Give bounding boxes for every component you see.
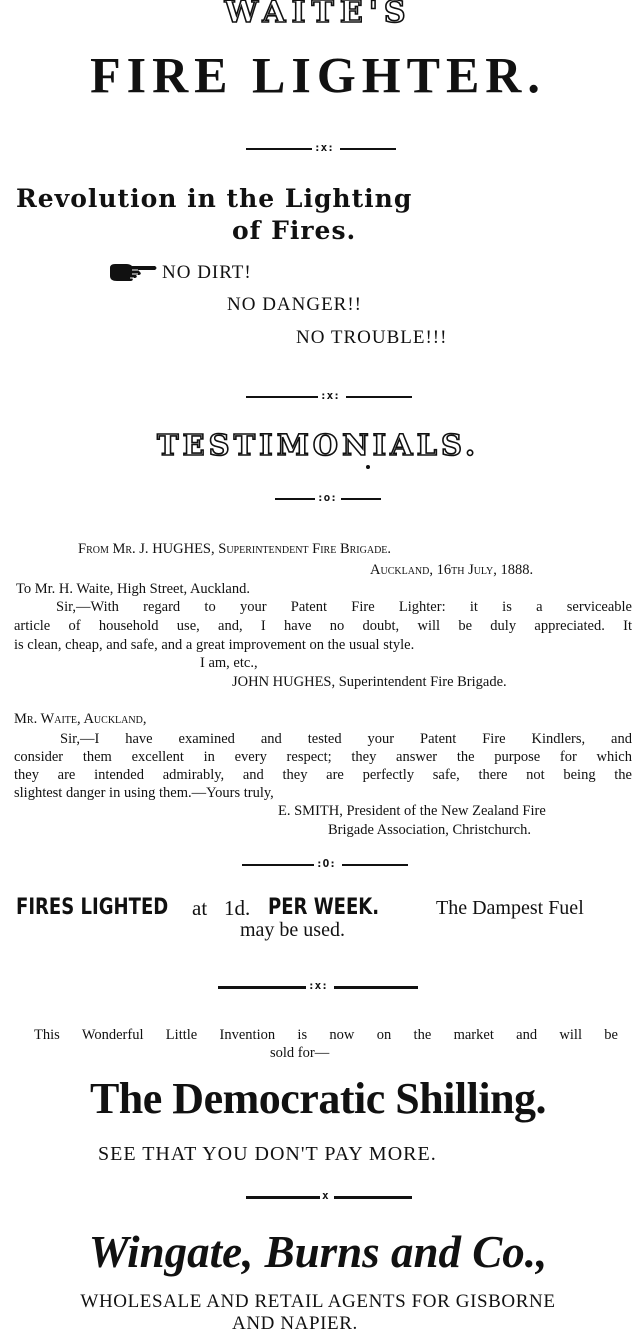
testimonial1-body-3: is clean, cheap, and safe, and a great improvement on the usual style. (14, 637, 415, 653)
per-week: PER WEEK. (268, 895, 380, 920)
separator: :x: (246, 142, 396, 154)
pricing-at: at (192, 896, 208, 920)
brand-title: WAITE'S (224, 0, 412, 30)
pointing-hand-icon (108, 262, 158, 284)
pricing-continuation: may be used. (240, 919, 345, 941)
product-title: FIRE LIGHTER. (90, 46, 546, 104)
testimonial2-body-2: consider them excellent in every respect; they answer the purpose for which (14, 749, 632, 765)
fires-lighted: FIRES LIGHTED (16, 895, 169, 920)
separator: :x: (246, 390, 412, 402)
from-name: HUGHES, (152, 541, 215, 557)
testimonial1-from (78, 541, 391, 558)
dampest-fuel: The Dampest Fuel (436, 897, 584, 919)
testimonial2-to: Mr. Waite, Auckland, (14, 711, 147, 727)
warning: SEE THAT YOU DON'T PAY MORE. (98, 1143, 437, 1165)
testimonial2-body-4: slightest danger in using them.—Yours truly, (14, 785, 274, 801)
claim-no-dirt: NO DIRT! (162, 262, 252, 283)
pricing-amount: 1d. (224, 896, 251, 920)
testimonial1-closing: I am, etc., (200, 655, 258, 671)
claim-no-danger: NO DANGER!! (227, 294, 363, 315)
agents-name: Wingate, Burns and Co., (88, 1227, 548, 1277)
separator: :x: (218, 980, 418, 992)
testimonial1-body-2: article of household use, and, I have no doubt, will be duly appreciated. It (14, 618, 632, 634)
testimonial1-to: To Mr. H. Waite, High Street, Auckland. (16, 581, 250, 597)
testimonial2-body-1: Sir,—I have examined and tested your Patent Fire Kindlers, and (60, 731, 632, 747)
testimonials-heading: TESTIMONIALS. (156, 428, 480, 462)
separator: :O: (242, 858, 408, 870)
testimonial1-body-1: Sir,—With regard to your Patent Fire Lighter: it is a serviceable (56, 599, 632, 615)
testimonial2-signature-2: Brigade Association, Christchurch. (328, 822, 531, 838)
testimonial2-body-3: they are intended admirably, and they are perfectly safe, there not being the (14, 767, 632, 783)
headline-line1: Revolution in the Lighting (16, 184, 413, 213)
from-prefix: From Mr. J. (78, 541, 149, 557)
testimonial1-place-date: Auckland, 16th July, 1888. (370, 562, 534, 578)
headline-line2: of Fires. (232, 216, 357, 245)
testimonial2-signature-1: E. SMITH, President of the New Zealand Fire (278, 803, 546, 819)
market-line2: sold for— (270, 1045, 330, 1061)
separator: :o: (275, 492, 381, 504)
separator: x (246, 1190, 412, 1202)
from-title: Superintendent Fire Brigade. (218, 541, 392, 557)
market-line1: This Wonderful Little Invention is now on the market and will be (34, 1027, 618, 1043)
testimonial1-signature: JOHN HUGHES, Superintendent Fire Brigade. (232, 674, 507, 690)
ink-dot (366, 465, 370, 469)
claim-no-trouble: NO TROUBLE!!! (296, 327, 448, 348)
agents-line2: AND NAPIER. (232, 1313, 358, 1334)
agents-line1: WHOLESALE AND RETAIL AGENTS FOR GISBORNE (80, 1291, 556, 1312)
price-headline: The Democratic Shilling. (89, 1074, 547, 1123)
